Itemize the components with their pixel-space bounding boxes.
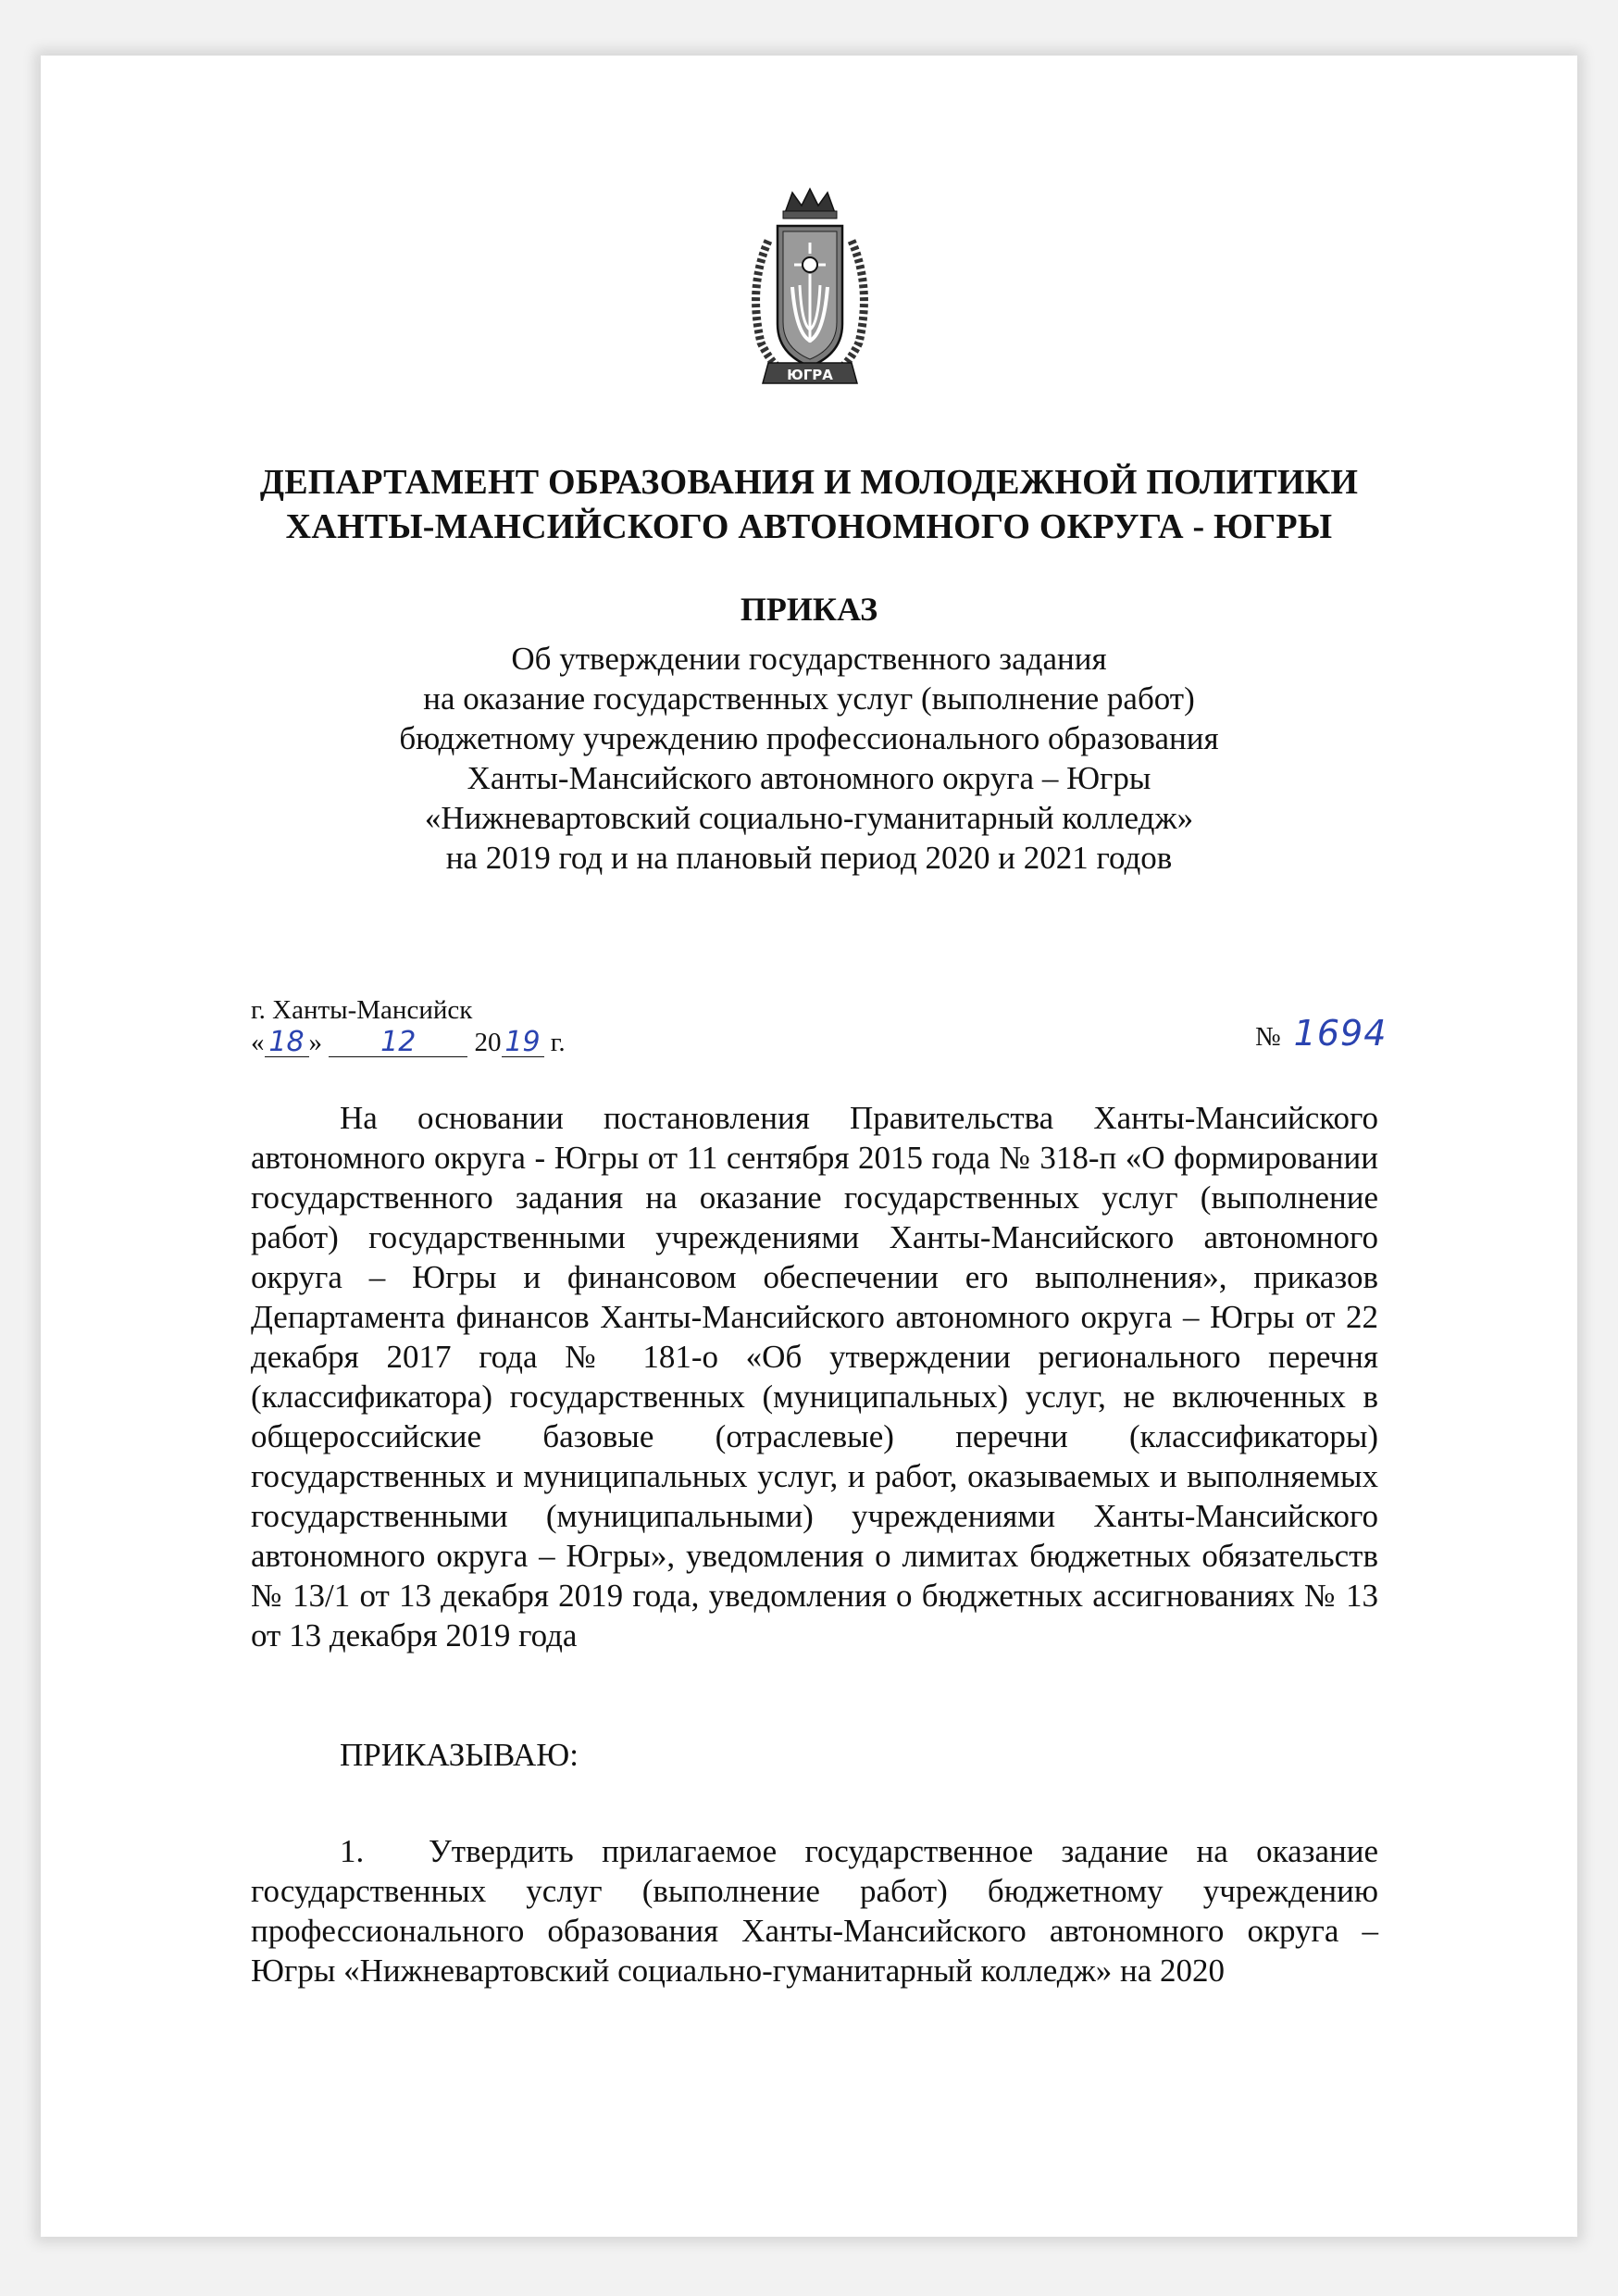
item-number: 1. [340, 1833, 365, 1869]
subject-line: бюджетному учреждению профессионального образования [399, 720, 1219, 756]
date-open-quote: « [251, 1028, 265, 1057]
department-name [0, 460, 1618, 549]
order-date [251, 1026, 566, 1059]
order-preamble [251, 1098, 1378, 1655]
subject-line: Об утверждении государственного задания [511, 641, 1107, 677]
place-of-issue: г. Ханты-Мансийск [251, 995, 473, 1025]
emblem-ribbon-label: ЮГРА [787, 367, 833, 383]
subject-line: на оказание государственных услуг (выполнение работ) [423, 680, 1195, 717]
date-day-handwritten: 18 [265, 1029, 309, 1057]
order-title: ПРИКАЗ [740, 591, 878, 628]
orders-word: ПРИКАЗЫВАЮ: [340, 1737, 579, 1773]
order-subject [0, 639, 1618, 878]
date-year-suffix: г. [550, 1028, 566, 1057]
preamble-paragraph: На основании постановления Правительства Ханты-Мансийского автономного округа - Югры от 11 сентября 2015 года № 318-п «О формировании государственного задания на оказание государственных услуг (выполнение работ) государственными учреждениями Ханты-Мансийского автономного округа – Югры и финансовом обеспечении его выполнения», приказов Департамента финансов Ханты-Мансийского автономного округа – Югры от 22 декабря 2017 года № 181-о «Об утверждении регионального перечня (классификатора) государственных (муниципальных) услуг, не включенных в общероссийские базовые (отраслевые) перечни (классификаторы) государственных и муниципальных услуг, и работ, оказываемых и выполняемых государственными (муниципальными) учреждениями Ханты-Мансийского автономного округа – Югры», уведомления о лимитах бюджетных обязательств № 13/1 от 13 декабря 2019 года, уведомления о бюджетных ассигнованиях № 13 от 13 декабря 2019 года [251, 1100, 1378, 1653]
yugra-coat-of-arms-icon [741, 185, 879, 400]
date-year-prefix: 20 [474, 1028, 502, 1057]
item-text: Утвердить прилагаемое государственное задание на оказание государственных услуг (выполнение работ) бюджетному учреждению профессионального образования Ханты-Мансийского автономного округа – Югры «Нижневартовский социально-гуманитарный колледж» на 2020 [251, 1833, 1378, 1989]
date-month-handwritten: 12 [329, 1029, 467, 1057]
date-close-quote: » [308, 1028, 322, 1057]
department-line: ДЕПАРТАМЕНТ ОБРАЗОВАНИЯ И МОЛОДЕЖНОЙ ПОЛИТИКИ [259, 463, 1359, 502]
department-line: ХАНТЫ-МАНСИЙСКОГО АВТОНОМНОГО ОКРУГА - ЮГРЫ [285, 507, 1333, 546]
order-number [1255, 1013, 1388, 1055]
subject-line: Ханты-Мансийского автономного округа – Югры [467, 760, 1151, 796]
subject-line: «Нижневартовский социально-гуманитарный колледж» [424, 800, 1194, 836]
date-year-handwritten: 19 [502, 1029, 544, 1057]
subject-line: на 2019 год и на плановый период 2020 и 2021 годов [445, 840, 1173, 876]
number-handwritten: 1694 [1293, 1013, 1388, 1054]
order-item-1 [251, 1831, 1378, 1990]
number-label: № [1255, 1022, 1281, 1052]
